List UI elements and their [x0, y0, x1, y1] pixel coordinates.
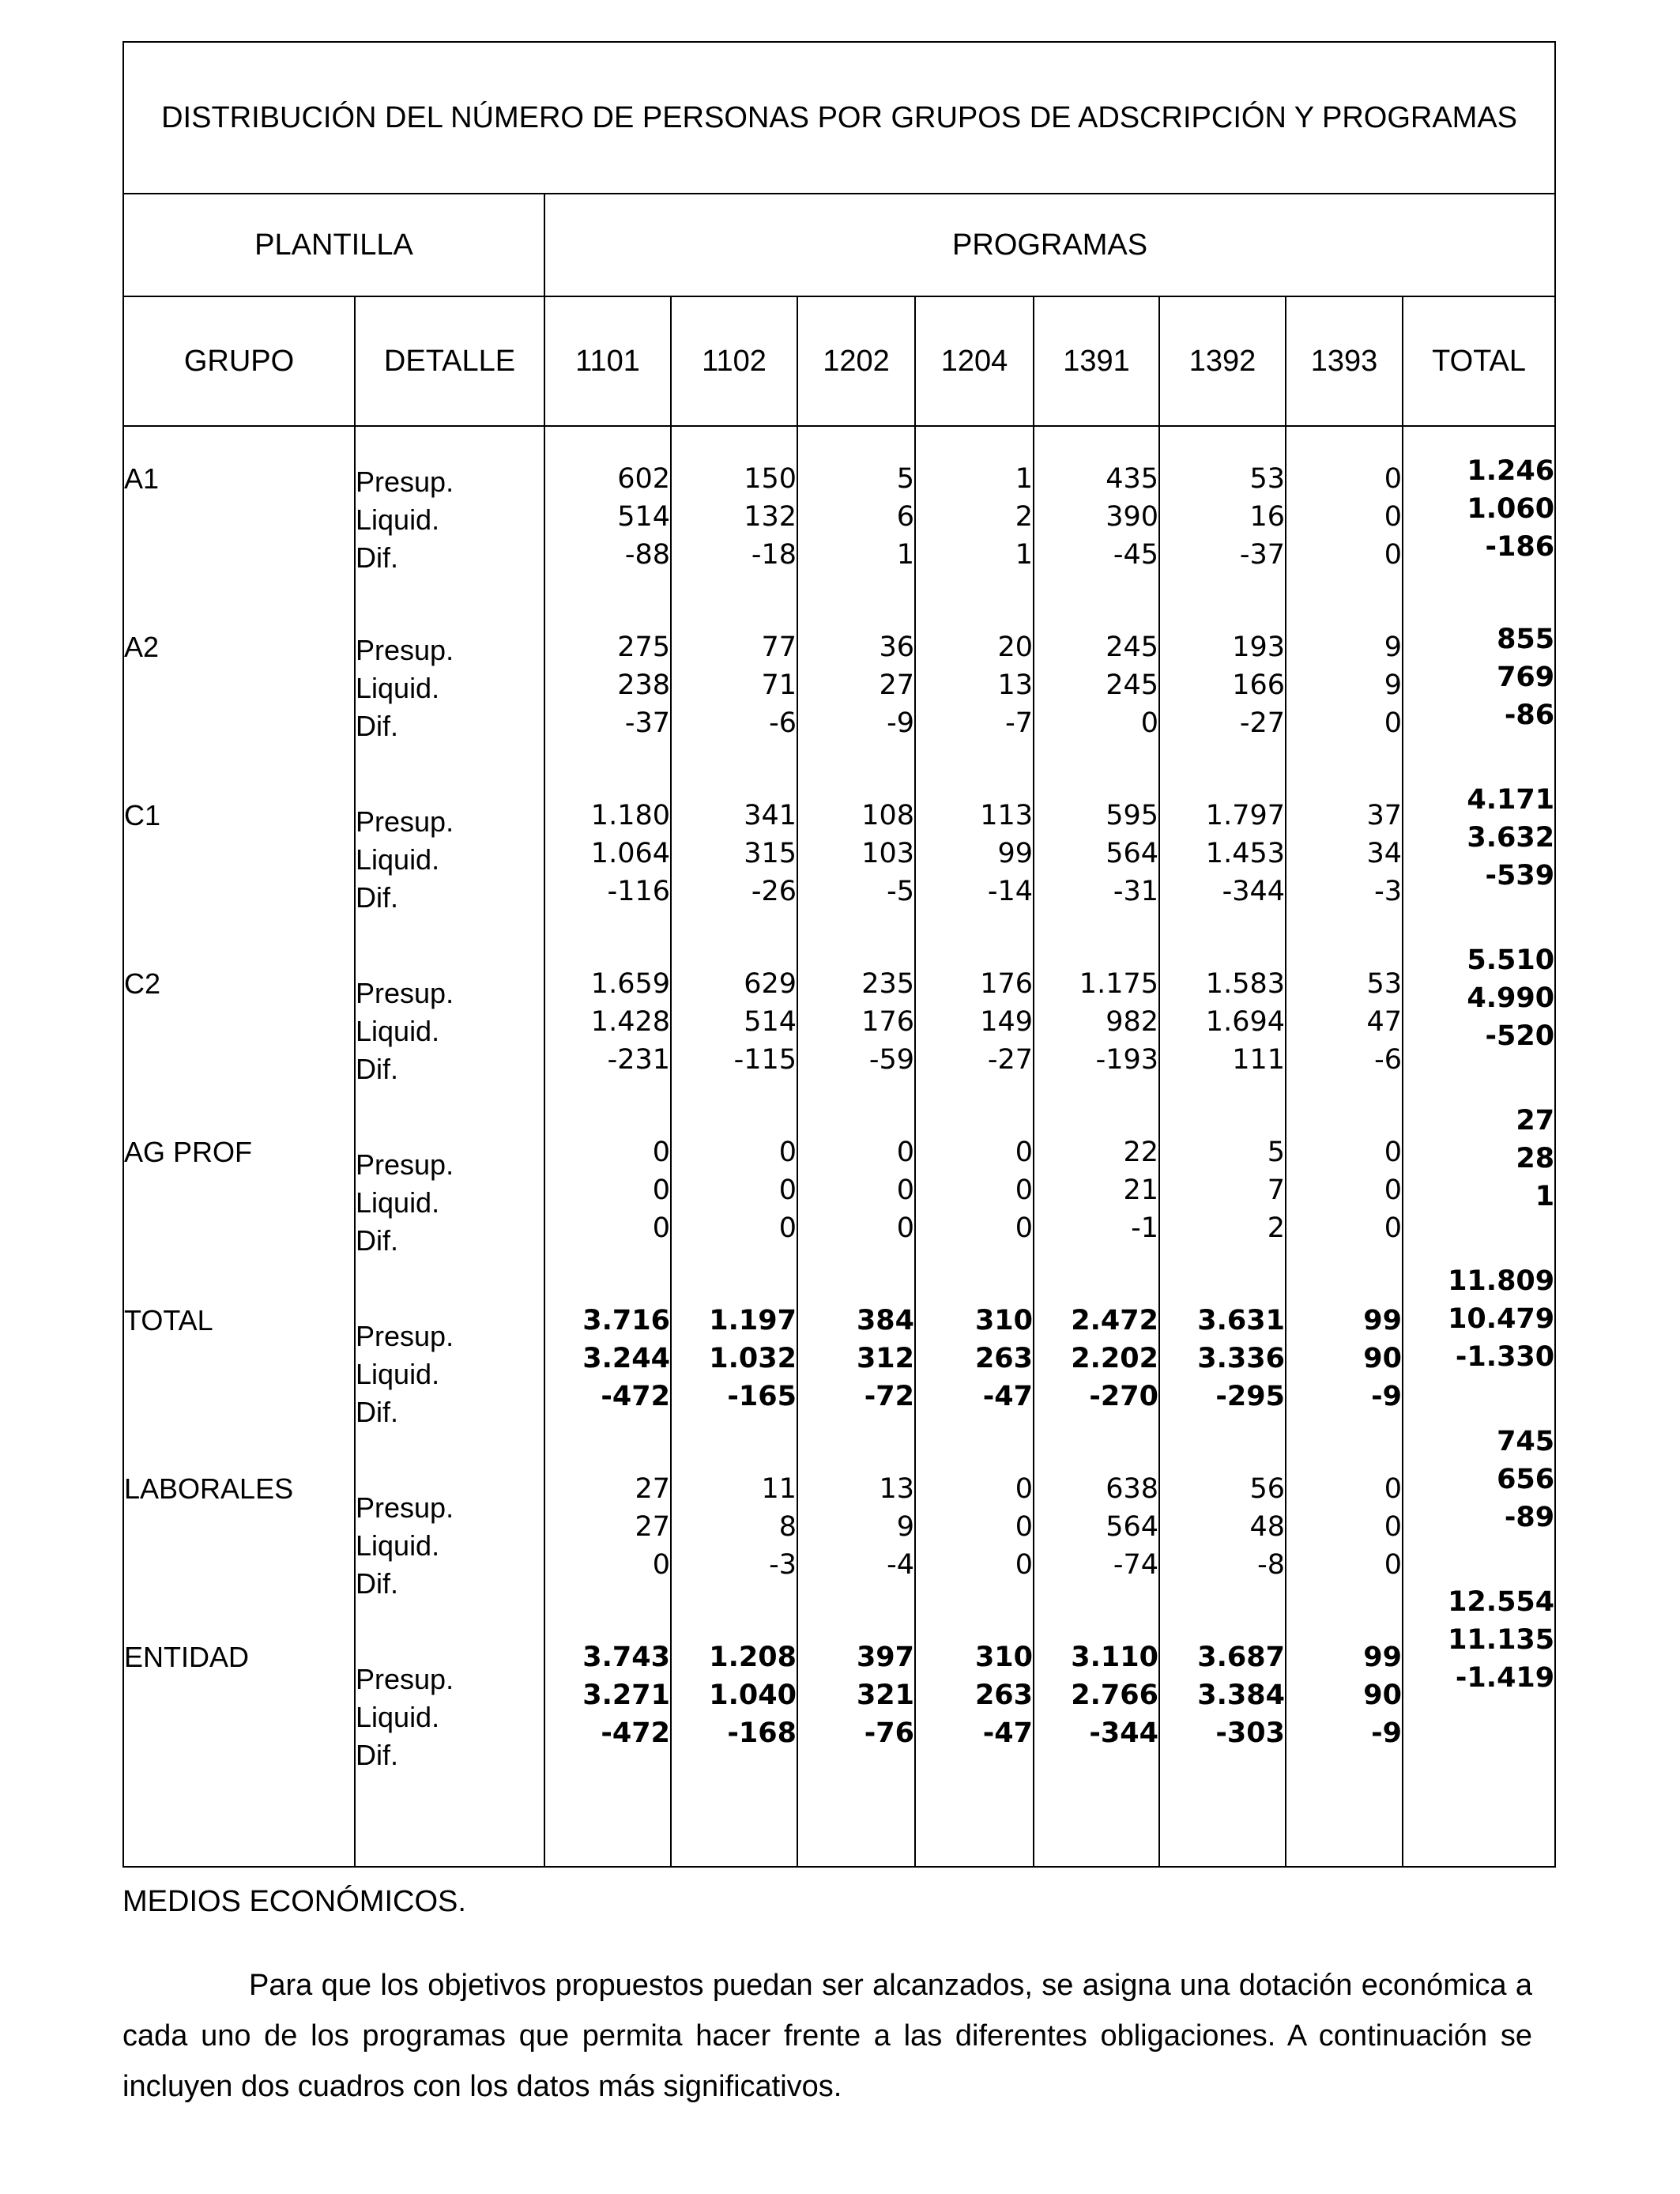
value-cell: 238 — [617, 669, 670, 701]
value-cell: -9 — [1371, 1717, 1402, 1749]
value-cell: 315 — [744, 838, 797, 869]
value-cell: 27 — [635, 1473, 670, 1505]
value-cell: 13 — [879, 1473, 914, 1505]
total-value-cell: 11.809 — [1448, 1265, 1555, 1297]
detail-label: Presup. — [356, 466, 454, 498]
detail-label: Presup. — [356, 805, 454, 838]
group-label: C2 — [124, 967, 161, 1000]
value-cell: 77 — [761, 631, 797, 663]
value-cell: -231 — [607, 1044, 670, 1076]
total-value-cell: -186 — [1485, 531, 1555, 563]
value-cell: 47 — [1366, 1006, 1402, 1038]
value-cell: 0 — [1384, 1212, 1402, 1244]
value-cell: 1.453 — [1205, 838, 1285, 869]
detail-label: Dif. — [356, 541, 398, 574]
value-cell: 3.244 — [582, 1343, 670, 1374]
value-cell: -31 — [1113, 876, 1158, 907]
value-cell: -270 — [1089, 1381, 1158, 1412]
value-cell: 99 — [1363, 1305, 1402, 1336]
value-cell: -295 — [1215, 1381, 1285, 1412]
value-cell: 275 — [617, 631, 670, 663]
program-column — [1034, 426, 1159, 1867]
grupo-header: GRUPO — [123, 296, 355, 426]
detail-label: Liquid. — [356, 1186, 440, 1219]
program-header: 1101 — [544, 296, 671, 426]
value-cell: 2 — [1267, 1212, 1285, 1244]
group-label: A2 — [124, 631, 160, 663]
total-value-cell: 1.246 — [1467, 455, 1555, 487]
value-cell: 1 — [1015, 539, 1033, 571]
value-cell: 0 — [778, 1212, 797, 1244]
total-column — [1403, 426, 1555, 1867]
detail-label: Dif. — [356, 710, 398, 742]
program-column — [1286, 426, 1403, 1867]
value-cell: 90 — [1363, 1343, 1402, 1374]
value-cell: 390 — [1106, 501, 1158, 533]
value-cell: -472 — [601, 1717, 670, 1749]
group-label: TOTAL — [124, 1304, 213, 1336]
total-value-cell: -539 — [1485, 860, 1555, 892]
value-cell: 48 — [1249, 1511, 1285, 1543]
value-cell: 27 — [635, 1511, 670, 1543]
value-cell: 0 — [652, 1549, 670, 1581]
total-value-cell: -1.419 — [1455, 1662, 1555, 1694]
program-column — [797, 426, 915, 1867]
value-cell: 435 — [1106, 463, 1158, 495]
total-value-cell: 12.554 — [1448, 1586, 1555, 1618]
program-column — [671, 426, 797, 1867]
value-cell: 53 — [1366, 968, 1402, 1000]
value-cell: -26 — [751, 876, 797, 907]
value-cell: -45 — [1113, 539, 1158, 571]
total-value-cell: 27 — [1516, 1105, 1555, 1137]
value-cell: 0 — [778, 1137, 797, 1168]
value-cell: -165 — [727, 1381, 797, 1412]
detail-column — [355, 426, 544, 1867]
value-cell: 245 — [1106, 631, 1158, 663]
detail-label: Liquid. — [356, 1529, 440, 1562]
value-cell: 0 — [1384, 1511, 1402, 1543]
value-cell: 397 — [856, 1642, 914, 1673]
value-cell: 166 — [1232, 669, 1285, 701]
value-cell: 9 — [1384, 669, 1402, 701]
detail-label: Dif. — [356, 1224, 398, 1257]
value-cell: 629 — [744, 968, 797, 1000]
value-cell: -116 — [607, 876, 670, 907]
value-cell: 0 — [1384, 1137, 1402, 1168]
value-cell: 132 — [744, 501, 797, 533]
value-cell: -72 — [864, 1381, 914, 1412]
value-cell: -37 — [1239, 539, 1285, 571]
value-cell: 0 — [896, 1212, 914, 1244]
program-column — [915, 426, 1034, 1867]
value-cell: 0 — [1015, 1137, 1033, 1168]
value-cell: 514 — [744, 1006, 797, 1038]
value-cell: 2.202 — [1071, 1343, 1158, 1374]
value-cell: -14 — [987, 876, 1033, 907]
value-cell: 20 — [997, 631, 1033, 663]
value-cell: 90 — [1363, 1679, 1402, 1711]
value-cell: 9 — [1384, 631, 1402, 663]
detail-label: Liquid. — [356, 672, 440, 704]
value-cell: 150 — [744, 463, 797, 495]
group-label: LABORALES — [124, 1472, 294, 1505]
value-cell: 0 — [652, 1212, 670, 1244]
value-cell: 312 — [856, 1343, 914, 1374]
value-cell: 71 — [761, 669, 797, 701]
value-cell: 0 — [1384, 1549, 1402, 1581]
value-cell: 341 — [744, 800, 797, 831]
column-header-row — [123, 296, 1555, 426]
value-cell: 263 — [974, 1679, 1033, 1711]
value-cell: -27 — [987, 1044, 1033, 1076]
value-cell: 36 — [879, 631, 914, 663]
value-cell: 37 — [1366, 800, 1402, 831]
detail-label: Dif. — [356, 1396, 398, 1428]
value-cell: 245 — [1106, 669, 1158, 701]
value-cell: 11 — [761, 1473, 797, 1505]
detail-label: Presup. — [356, 1491, 454, 1524]
total-value-cell: 4.990 — [1467, 982, 1555, 1014]
value-cell: 595 — [1106, 800, 1158, 831]
value-cell: -115 — [733, 1044, 797, 1076]
group-label: C1 — [124, 799, 161, 831]
detail-label: Dif. — [356, 1053, 398, 1085]
value-cell: 2 — [1015, 501, 1033, 533]
total-header: TOTAL — [1403, 296, 1555, 426]
value-cell: 99 — [1363, 1642, 1402, 1673]
value-cell: 193 — [1232, 631, 1285, 663]
value-cell: 1.032 — [709, 1343, 797, 1374]
group-label: AG PROF — [124, 1136, 253, 1168]
value-cell: -47 — [982, 1717, 1033, 1749]
value-cell: -5 — [887, 876, 914, 907]
value-cell: 7 — [1267, 1174, 1285, 1206]
programas-header: PROGRAMAS — [544, 194, 1555, 296]
total-value-cell: 1.060 — [1467, 493, 1555, 525]
value-cell: 0 — [652, 1174, 670, 1206]
value-cell: 1.694 — [1205, 1006, 1285, 1038]
value-cell: 638 — [1106, 1473, 1158, 1505]
value-cell: 1.197 — [709, 1305, 797, 1336]
value-cell: 0 — [1015, 1212, 1033, 1244]
detail-label: Dif. — [356, 881, 398, 914]
value-cell: 3.743 — [582, 1642, 670, 1673]
value-cell: 22 — [1123, 1137, 1158, 1168]
detail-label: Liquid. — [356, 1358, 440, 1390]
table-title: DISTRIBUCIÓN DEL NÚMERO DE PERSONAS POR GRUPOS DE ADSCRIPCIÓN Y PROGRAMAS — [123, 42, 1555, 194]
value-cell: 0 — [1015, 1473, 1033, 1505]
value-cell: 3.384 — [1197, 1679, 1285, 1711]
value-cell: 0 — [1140, 707, 1158, 739]
value-cell: 1.208 — [709, 1642, 797, 1673]
value-cell: 0 — [896, 1174, 914, 1206]
value-cell: -74 — [1113, 1549, 1158, 1581]
value-cell: 1.797 — [1205, 800, 1285, 831]
program-header: 1204 — [915, 296, 1034, 426]
total-value-cell: -89 — [1504, 1502, 1555, 1533]
program-header: 1392 — [1159, 296, 1286, 426]
total-value-cell: 656 — [1497, 1464, 1555, 1495]
value-cell: 602 — [617, 463, 670, 495]
table-body-row — [123, 426, 1555, 1867]
value-cell: 564 — [1106, 838, 1158, 869]
value-cell: 34 — [1366, 838, 1402, 869]
total-value-cell: 10.479 — [1448, 1303, 1555, 1335]
value-cell: 149 — [980, 1006, 1033, 1038]
detail-label: Liquid. — [356, 1015, 440, 1047]
total-value-cell: 28 — [1516, 1143, 1555, 1174]
value-cell: -76 — [864, 1717, 914, 1749]
total-value-cell: 3.632 — [1467, 822, 1555, 854]
program-header: 1393 — [1286, 296, 1403, 426]
value-cell: 384 — [856, 1305, 914, 1336]
value-cell: 9 — [896, 1511, 914, 1543]
value-cell: 0 — [896, 1137, 914, 1168]
value-cell: 99 — [997, 838, 1033, 869]
value-cell: 1.659 — [590, 968, 670, 1000]
value-cell: 3.716 — [582, 1305, 670, 1336]
value-cell: 0 — [1384, 707, 1402, 739]
value-cell: 103 — [861, 838, 914, 869]
value-cell: -6 — [769, 707, 797, 739]
value-cell: 982 — [1106, 1006, 1158, 1038]
value-cell: -8 — [1257, 1549, 1285, 1581]
value-cell: -303 — [1215, 1717, 1285, 1749]
value-cell: 3.687 — [1197, 1642, 1285, 1673]
value-cell: -7 — [1005, 707, 1033, 739]
value-cell: 3.110 — [1071, 1642, 1158, 1673]
program-column — [1159, 426, 1286, 1867]
value-cell: 27 — [879, 669, 914, 701]
value-cell: -6 — [1374, 1044, 1402, 1076]
value-cell: 1.064 — [590, 838, 670, 869]
detail-label: Liquid. — [356, 843, 440, 876]
value-cell: 1.175 — [1079, 968, 1158, 1000]
value-cell: 1 — [896, 539, 914, 571]
detail-label: Liquid. — [356, 1701, 440, 1733]
value-cell: 0 — [1384, 1473, 1402, 1505]
value-cell: -27 — [1239, 707, 1285, 739]
total-value-cell: -86 — [1504, 699, 1555, 731]
value-cell: -59 — [868, 1044, 914, 1076]
detail-label: Presup. — [356, 1148, 454, 1181]
detalle-header: DETALLE — [355, 296, 544, 426]
value-cell: -88 — [624, 539, 670, 571]
value-cell: -3 — [769, 1549, 797, 1581]
value-cell: -1 — [1131, 1212, 1158, 1244]
total-value-cell: 769 — [1497, 662, 1555, 693]
total-value-cell: 11.135 — [1448, 1624, 1555, 1656]
detail-label: Presup. — [356, 1320, 454, 1352]
value-cell: -9 — [887, 707, 914, 739]
value-cell: 564 — [1106, 1511, 1158, 1543]
value-cell: 53 — [1249, 463, 1285, 495]
value-cell: 21 — [1123, 1174, 1158, 1206]
program-header: 1391 — [1034, 296, 1159, 426]
value-cell: 1.180 — [590, 800, 670, 831]
value-cell: 108 — [861, 800, 914, 831]
group-column — [123, 426, 355, 1867]
value-cell: 310 — [974, 1642, 1033, 1673]
value-cell: 3.631 — [1197, 1305, 1285, 1336]
program-header: 1102 — [671, 296, 797, 426]
body-paragraph: Para que los objetivos propuestos puedan ser alcanzados, se asigna una dotación económica a cada uno de los programas que permita hacer frente a las diferentes obligaciones. A continuación se incluyen dos cuadros con los datos más significativos. — [122, 1969, 1532, 2103]
value-cell: 0 — [1384, 463, 1402, 495]
total-value-cell: 1 — [1535, 1181, 1555, 1212]
value-cell: 0 — [1015, 1174, 1033, 1206]
value-cell: -37 — [624, 707, 670, 739]
value-cell: -9 — [1371, 1381, 1402, 1412]
value-cell: -18 — [751, 539, 797, 571]
value-cell: 13 — [997, 669, 1033, 701]
value-cell: -47 — [982, 1381, 1033, 1412]
value-cell: 16 — [1249, 501, 1285, 533]
value-cell: -344 — [1089, 1717, 1158, 1749]
section-heading: MEDIOS ECONÓMICOS. — [122, 1885, 466, 1918]
value-cell: 3.336 — [1197, 1343, 1285, 1374]
value-cell: 176 — [861, 1006, 914, 1038]
value-cell: 1.428 — [590, 1006, 670, 1038]
value-cell: 6 — [896, 501, 914, 533]
value-cell: 2.472 — [1071, 1305, 1158, 1336]
value-cell: 263 — [974, 1343, 1033, 1374]
value-cell: 514 — [617, 501, 670, 533]
value-cell: 0 — [652, 1137, 670, 1168]
detail-label: Dif. — [356, 1567, 398, 1600]
value-cell: 310 — [974, 1305, 1033, 1336]
value-cell: 0 — [1384, 1174, 1402, 1206]
value-cell: -168 — [727, 1717, 797, 1749]
value-cell: 0 — [1384, 539, 1402, 571]
value-cell: 321 — [856, 1679, 914, 1711]
value-cell: 1.040 — [709, 1679, 797, 1711]
value-cell: -4 — [887, 1549, 914, 1581]
value-cell: 2.766 — [1071, 1679, 1158, 1711]
value-cell: 0 — [1015, 1549, 1033, 1581]
value-cell: 113 — [980, 800, 1033, 831]
value-cell: 56 — [1249, 1473, 1285, 1505]
detail-label: Dif. — [356, 1739, 398, 1771]
total-value-cell: 745 — [1497, 1426, 1555, 1457]
value-cell: -3 — [1374, 876, 1402, 907]
program-column — [544, 426, 671, 1867]
total-value-cell: -1.330 — [1455, 1341, 1555, 1373]
value-cell: 176 — [980, 968, 1033, 1000]
value-cell: 1.583 — [1205, 968, 1285, 1000]
value-cell: 8 — [778, 1511, 797, 1543]
value-cell: 5 — [896, 463, 914, 495]
value-cell: 235 — [861, 968, 914, 1000]
value-cell: 5 — [1267, 1137, 1285, 1168]
value-cell: 0 — [778, 1174, 797, 1206]
value-cell: -472 — [601, 1381, 670, 1412]
detail-label: Presup. — [356, 977, 454, 1009]
total-value-cell: 4.171 — [1467, 784, 1555, 816]
value-cell: 1 — [1015, 463, 1033, 495]
total-value-cell: -520 — [1485, 1020, 1555, 1052]
value-cell: 111 — [1232, 1044, 1285, 1076]
value-cell: -193 — [1095, 1044, 1158, 1076]
value-cell: 0 — [1384, 501, 1402, 533]
total-value-cell: 5.510 — [1467, 944, 1555, 976]
group-label: A1 — [124, 462, 160, 495]
program-header: 1202 — [797, 296, 915, 426]
total-value-cell: 855 — [1497, 624, 1555, 655]
detail-label: Presup. — [356, 634, 454, 666]
detail-label: Presup. — [356, 1663, 454, 1695]
detail-label: Liquid. — [356, 503, 440, 536]
group-label: ENTIDAD — [124, 1641, 250, 1673]
value-cell: 3.271 — [582, 1679, 670, 1711]
value-cell: -344 — [1222, 876, 1285, 907]
plantilla-header: PLANTILLA — [123, 194, 544, 296]
value-cell: 0 — [1015, 1511, 1033, 1543]
personnel-distribution-table — [122, 41, 1556, 1868]
